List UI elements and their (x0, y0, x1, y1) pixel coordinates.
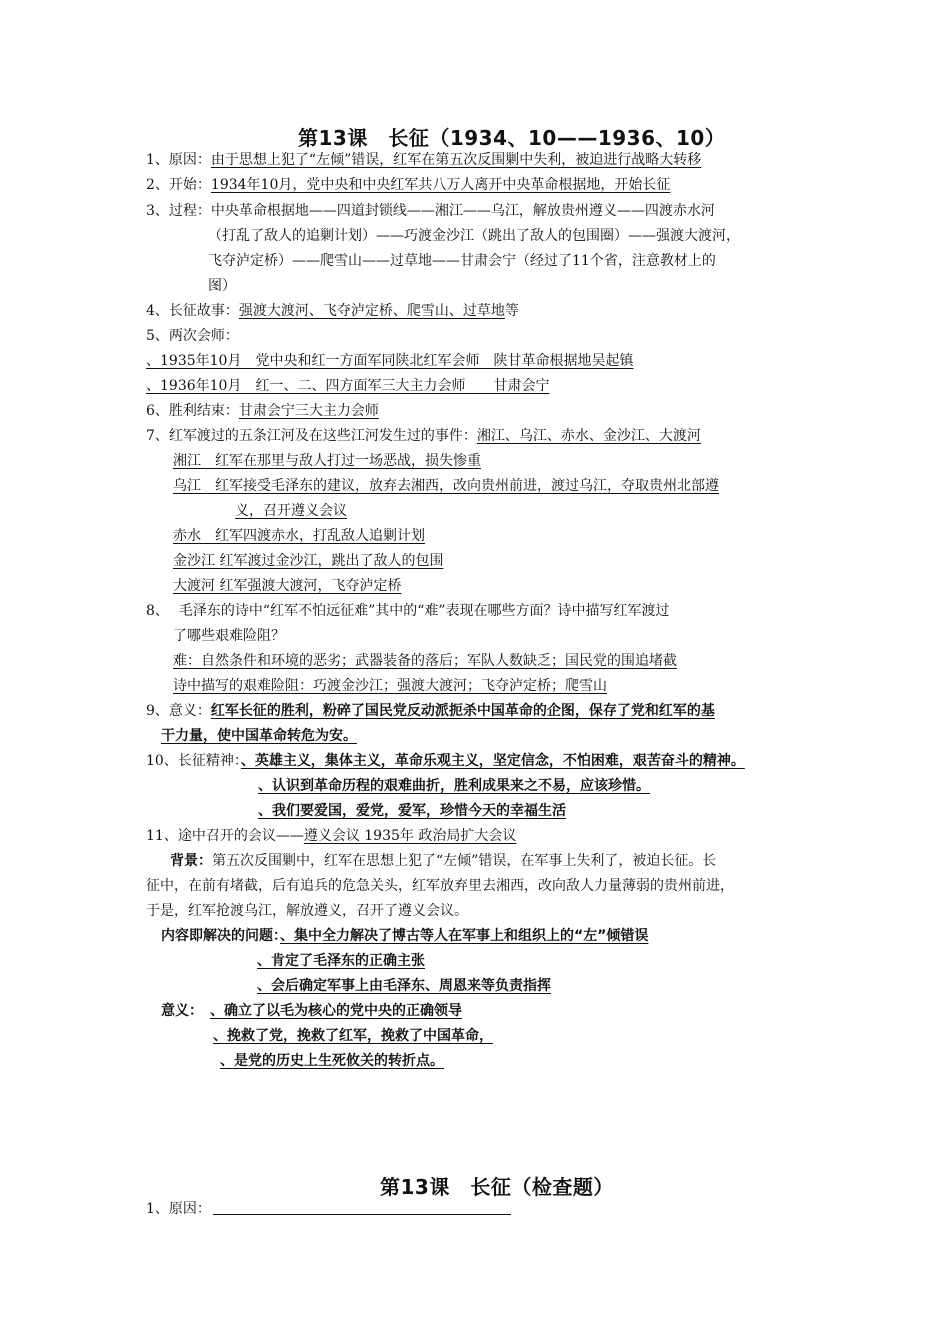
river-row: 湘江 红军在那里与敌人打过一场恶战，损失惨重 (173, 453, 481, 469)
text: 中央革命根据地——四道封锁线——湘江——乌江，解放贵州遵义——四渡赤水河 (210, 203, 715, 219)
label: 9、意义： (146, 703, 211, 719)
answer: 、集中全力解决了博古等人在军事上和组织上的“左”倾错误 (280, 928, 649, 944)
answer: 湘江、乌江、赤水、金沙江、大渡河 (476, 428, 701, 444)
tail: 等 (504, 303, 519, 319)
process-line-2: （打乱了敌人的追剿计划）——巧渡金沙江（跳出了敌人的包围圈）——强渡大渡河， (208, 228, 740, 244)
lesson-title: 第13课 长征（1934、10——1936、10） (298, 126, 726, 150)
label: 8、 (146, 603, 169, 619)
process-line-3: 飞夺泸定桥）——爬雪山——过草地——甘肃会宁（经过了11个省，注意教材上的 (208, 253, 716, 269)
spirit-line-3: 、我们要爱国，爱党，爱军，珍惜今天的幸福生活 (258, 803, 566, 819)
section-poem (146, 601, 670, 621)
label: 意义： (161, 1003, 196, 1019)
river-row: 大渡河 红军强渡大渡河，飞夺泸定桥 (173, 578, 402, 594)
label: 1、原因： (146, 152, 211, 168)
text: 第五次反围剿中，红军在思想上犯了“左倾”错误，在军事上失利了，被迫长征。长 (212, 853, 717, 869)
label: 内容即解决的问题： (161, 928, 280, 944)
poem-answer-1: 难：自然条件和环境的恶劣；武器装备的落后；军队人数缺乏；国民党的围追堵截 (173, 653, 677, 669)
check-question-1 (146, 1199, 511, 1219)
answer: 甘肃会宁三大主力会师 (238, 403, 379, 419)
river-row: 义，召开遵义会议 (235, 503, 347, 519)
label: 3、过程： (146, 203, 211, 219)
answer: 红军长征的胜利，粉碎了国民党反动派扼杀中国革命的企图，保存了党和红军的基 (210, 703, 715, 719)
meeting-2: 、1936年10月 红一、二、四方面军三大主力会师 甘肃会宁 (146, 378, 550, 394)
zunyi-content (161, 926, 648, 946)
section-significance (146, 701, 715, 721)
label: 6、胜利结束： (146, 403, 239, 419)
answer: 、确立了以毛为核心的党中央的正确领导 (210, 1003, 462, 1019)
section-spirit (146, 751, 745, 771)
section-stories (146, 301, 519, 321)
meaning-line-3: 、是党的历史上生死攸关的转折点。 (220, 1053, 444, 1069)
process-line-4: 图） (208, 278, 236, 294)
check-title: 第13课 长征（检查题） (380, 1175, 614, 1199)
label: 背景： (170, 853, 212, 869)
section-victory (146, 401, 379, 421)
section-process (146, 201, 715, 221)
answer: 由于思想上犯了“左倾”错误，红军在第五次反围剿中失利，被迫进行战略大转移 (210, 152, 702, 168)
background-line-2: 征中，在前有堵截，后有追兵的危急关头，红军放弃里去湘西，改向敌人力量薄弱的贵州前进， (146, 878, 734, 894)
section-cause (146, 150, 701, 170)
background-line-3: 于是，红军抢渡乌江，解放遵义，召开了遵义会议。 (146, 903, 468, 919)
answer: 1934年10月，党中央和中央红军共八万人离开中央革命根据地，开始长征 (210, 177, 671, 193)
question: 毛泽东的诗中“红军不怕远征难”其中的“难”表现在哪些方面？诗中描写红军渡过 (178, 603, 670, 619)
section-meetings-label: 5、两次会师： (146, 328, 239, 344)
answer: 强渡大渡河、飞夺泸定桥、爬雪山、过草地 (238, 303, 505, 319)
label: 1、原因： (146, 1201, 211, 1217)
answer: 遵义会议 1935年 政治局扩大会议 (303, 828, 517, 844)
answer-blank[interactable] (213, 1200, 511, 1215)
spirit-line-2: 、认识到革命历程的艰难曲折，胜利成果来之不易，应该珍惜。 (258, 778, 650, 794)
label: 10、长征精神： (146, 753, 241, 769)
river-row: 金沙江 红军渡过金沙江，跳出了敌人的包围 (173, 553, 444, 569)
meaning-line-2: 、挽救了党，挽救了红军，挽救了中国革命， (213, 1028, 493, 1044)
label: 7、红军渡过的五条江河及在这些江河发生过的事件： (146, 428, 477, 444)
meeting-1: 、1935年10月 党中央和红一方面军同陕北红军会师 陕甘革命根据地吴起镇 (146, 353, 634, 369)
section-start (146, 175, 670, 195)
poem-question-2: 了哪些艰难险阻？ (173, 628, 285, 644)
river-row: 赤水 红军四渡赤水，打乱敌人追剿计划 (173, 528, 425, 544)
answer: 、英雄主义，集体主义，革命乐观主义，坚定信念，不怕困难，艰苦奋斗的精神。 (240, 753, 745, 769)
significance-line-2: 干力量，使中国革命转危为安。 (161, 728, 357, 744)
zunyi-background (170, 851, 716, 871)
section-zunyi (146, 826, 516, 846)
content-line-3: 、会后确定军事上由毛泽东、周恩来等负责指挥 (257, 978, 551, 994)
label: 4、长征故事： (146, 303, 239, 319)
poem-answer-2: 诗中描写的艰难险阻：巧渡金沙江；强渡大渡河；飞夺泸定桥；爬雪山 (173, 678, 607, 694)
section-rivers (146, 426, 701, 446)
content-line-2: 、肯定了毛泽东的正确主张 (257, 953, 425, 969)
zunyi-meaning (161, 1001, 462, 1021)
river-row: 乌江 红军接受毛泽东的建议，放弃去湘西，改向贵州前进，渡过乌江，夺取贵州北部遵 (173, 478, 719, 494)
label: 2、开始： (146, 177, 211, 193)
label: 11、途中召开的会议—— (146, 828, 304, 844)
